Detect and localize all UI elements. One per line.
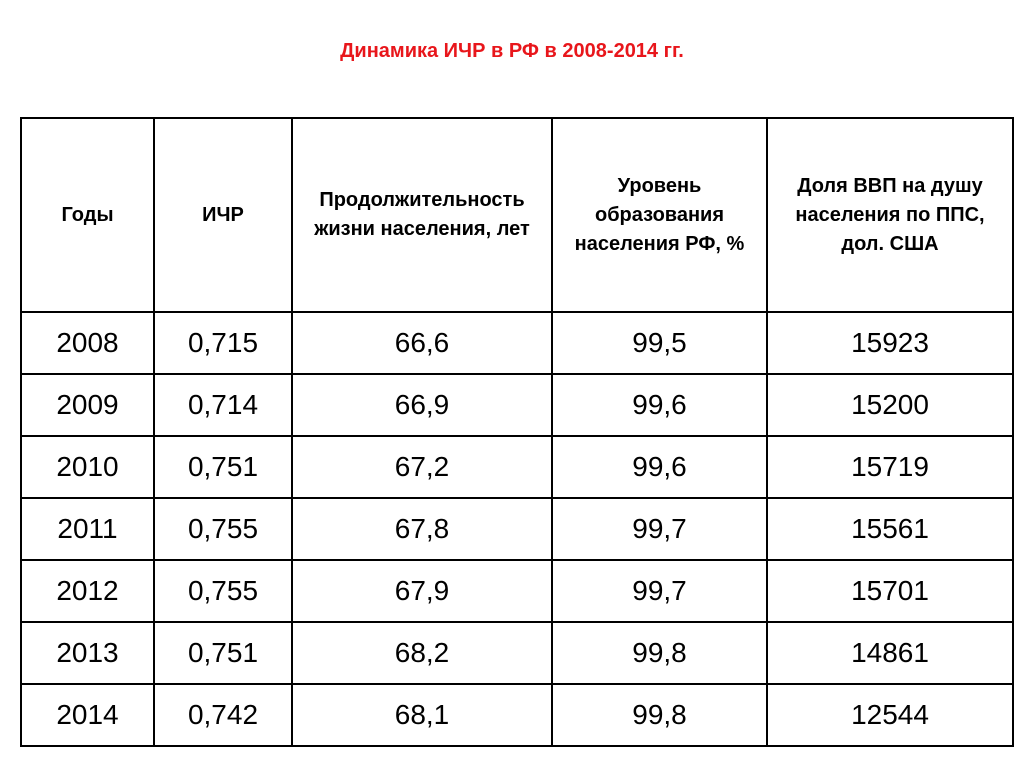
cell-gdp-per-capita: 15561	[767, 498, 1013, 560]
table-row	[21, 560, 1013, 622]
cell-hdi: 0,755	[154, 560, 292, 622]
cell-education-level: 99,6	[552, 374, 767, 436]
header-hdi: ИЧР	[154, 118, 292, 312]
cell-education-level: 99,8	[552, 684, 767, 746]
cell-gdp-per-capita: 12544	[767, 684, 1013, 746]
hdi-table	[20, 117, 1014, 747]
cell-education-level: 99,8	[552, 622, 767, 684]
cell-year: 2008	[21, 312, 154, 374]
cell-year: 2012	[21, 560, 154, 622]
cell-year: 2014	[21, 684, 154, 746]
page-title: Динамика ИЧР в РФ в 2008-2014 гг.	[340, 40, 684, 62]
table-row	[21, 684, 1013, 746]
cell-education-level: 99,7	[552, 560, 767, 622]
cell-life-expectancy: 67,8	[292, 498, 552, 560]
table-row	[21, 312, 1013, 374]
header-years: Годы	[21, 118, 154, 312]
cell-life-expectancy: 67,9	[292, 560, 552, 622]
cell-life-expectancy: 68,1	[292, 684, 552, 746]
table-row	[21, 436, 1013, 498]
cell-gdp-per-capita: 15923	[767, 312, 1013, 374]
header-gdp-per-capita: Доля ВВП на душу населения по ППС, дол. США	[767, 118, 1013, 312]
cell-hdi: 0,742	[154, 684, 292, 746]
cell-life-expectancy: 66,9	[292, 374, 552, 436]
cell-gdp-per-capita: 14861	[767, 622, 1013, 684]
cell-hdi: 0,715	[154, 312, 292, 374]
cell-life-expectancy: 66,6	[292, 312, 552, 374]
cell-year: 2010	[21, 436, 154, 498]
header-education-level: Уровень образования населения РФ, %	[552, 118, 767, 312]
cell-education-level: 99,5	[552, 312, 767, 374]
cell-year: 2009	[21, 374, 154, 436]
cell-hdi: 0,751	[154, 622, 292, 684]
cell-hdi: 0,714	[154, 374, 292, 436]
cell-hdi: 0,751	[154, 436, 292, 498]
cell-gdp-per-capita: 15719	[767, 436, 1013, 498]
cell-hdi: 0,755	[154, 498, 292, 560]
table-row	[21, 622, 1013, 684]
cell-gdp-per-capita: 15200	[767, 374, 1013, 436]
table-row	[21, 498, 1013, 560]
cell-life-expectancy: 68,2	[292, 622, 552, 684]
cell-education-level: 99,6	[552, 436, 767, 498]
table-row	[21, 374, 1013, 436]
cell-life-expectancy: 67,2	[292, 436, 552, 498]
table-header-row	[21, 118, 1013, 312]
cell-year: 2011	[21, 498, 154, 560]
cell-education-level: 99,7	[552, 498, 767, 560]
cell-gdp-per-capita: 15701	[767, 560, 1013, 622]
cell-year: 2013	[21, 622, 154, 684]
header-life-expectancy: Продолжительность жизни населения, лет	[292, 118, 552, 312]
